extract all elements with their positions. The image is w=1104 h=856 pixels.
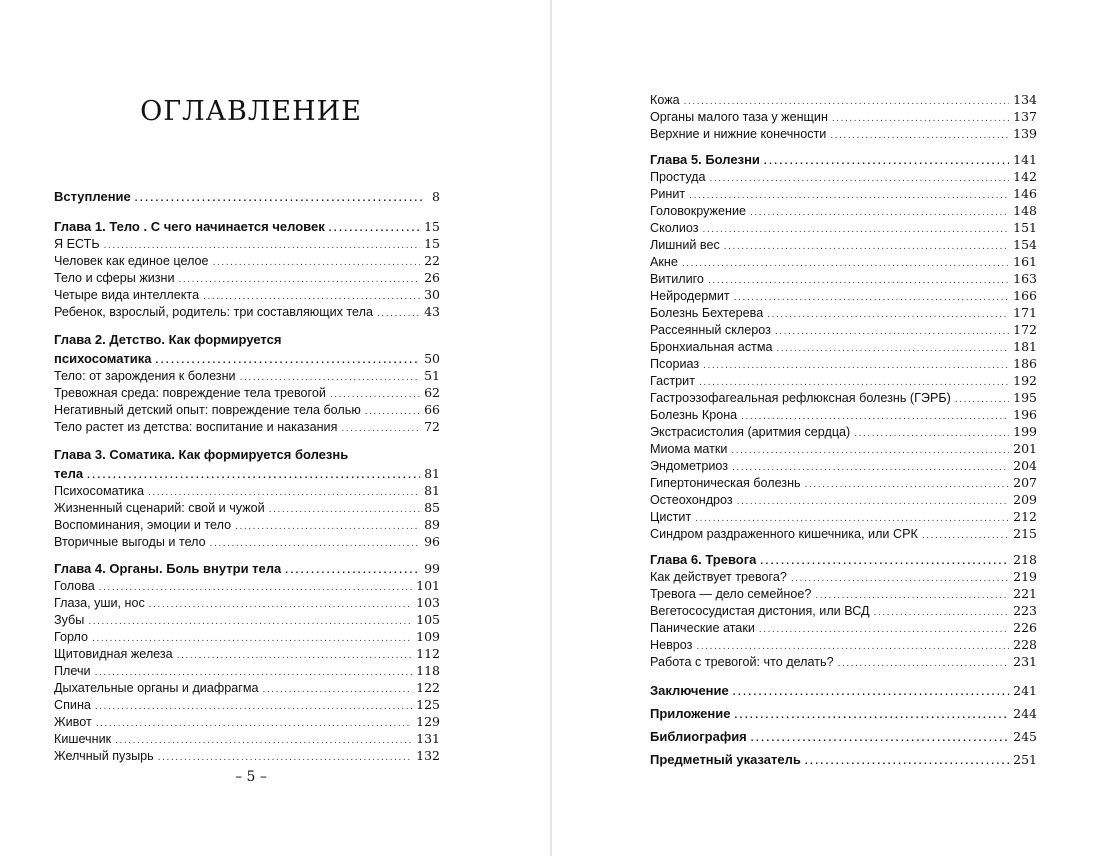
toc-entry: Психосоматика ..... 81 bbox=[54, 482, 440, 499]
toc-entry: Глаза, уши, нос ..... 103 bbox=[54, 594, 440, 611]
toc-chapter-2-title-line1: Глава 2. Детство. Как формируется bbox=[54, 332, 282, 347]
toc-entry: Голова ..... 101 bbox=[54, 577, 440, 594]
toc-entry: Тревожная среда: повреждение тела тревогой ..... 62 bbox=[54, 384, 440, 401]
toc-entry: Панические атаки ..... 226 bbox=[650, 619, 1037, 636]
toc-title: ОГЛАВЛЕНИЕ bbox=[140, 96, 362, 127]
toc-chapter-2: психосоматика ..... 50 bbox=[54, 350, 440, 367]
toc-entry: Человек как единое целое ..... 22 bbox=[54, 252, 440, 269]
left-page bbox=[0, 0, 551, 856]
toc-entry: Синдром раздраженного кишечника, или СРК ..... 215 bbox=[650, 525, 1037, 542]
toc-entry: Кишечник ..... 131 bbox=[54, 730, 440, 747]
toc-entry: Невроз ..... 228 bbox=[650, 636, 1037, 653]
toc-entry: Остеохондроз ..... 209 bbox=[650, 491, 1037, 508]
toc-entry: Нейродермит ..... 166 bbox=[650, 287, 1037, 304]
toc-entry: Акне ..... 161 bbox=[650, 253, 1037, 270]
toc-entry: Тело: от зарождения к болезни ..... 51 bbox=[54, 367, 440, 384]
toc-entry: Дыхательные органы и диафрагма ..... 122 bbox=[54, 679, 440, 696]
toc-entry: Работа с тревогой: что делать? ..... 231 bbox=[650, 653, 1037, 670]
toc-chapter-4: Глава 4. Органы. Боль внутри тела ..... 99 bbox=[54, 560, 440, 577]
toc-entry: Болезнь Крона ..... 196 bbox=[650, 406, 1037, 423]
toc-chapter-6: Глава 6. Тревога ..... 218 bbox=[650, 551, 1037, 568]
toc-appendix: Приложение ..... 244 bbox=[650, 702, 1037, 725]
toc-entry: Желчный пузырь ..... 132 bbox=[54, 747, 440, 764]
toc-entry: Органы малого таза у женщин ..... 137 bbox=[650, 108, 1037, 125]
toc-entry: Псориаз ..... 186 bbox=[650, 355, 1037, 372]
toc-bibliography: Библиография ..... 245 bbox=[650, 725, 1037, 748]
toc-entry: Воспоминания, эмоции и тело ..... 89 bbox=[54, 516, 440, 533]
toc-entry-intro: Вступление ..... 8 bbox=[54, 188, 440, 205]
toc-chapter-3: тела ..... 81 bbox=[54, 465, 440, 482]
right-page bbox=[552, 0, 1104, 856]
toc-entry: Эндометриоз ..... 204 bbox=[650, 457, 1037, 474]
toc-entry: Я ЕСТЬ ..... 15 bbox=[54, 235, 440, 252]
toc-entry: Рассеянный склероз ..... 172 bbox=[650, 321, 1037, 338]
toc-entry: Четыре вида интеллекта ..... 30 bbox=[54, 286, 440, 303]
toc-entry: Болезнь Бехтерева ..... 171 bbox=[650, 304, 1037, 321]
toc-entry: Горло ..... 109 bbox=[54, 628, 440, 645]
toc-chapter-3-title-line1: Глава 3. Соматика. Как формируется болезнь bbox=[54, 447, 349, 462]
toc-entry: Гастроэзофагеальная рефлюксная болезнь (ГЭРБ) ..... 195 bbox=[650, 389, 1037, 406]
toc-left-column bbox=[54, 188, 440, 764]
toc-entry: Бронхиальная астма ..... 181 bbox=[650, 338, 1037, 355]
toc-chapter-1: Глава 1. Тело . С чего начинается человек ..... 15 bbox=[54, 218, 440, 235]
toc-entry: Вегетососудистая дистония, или ВСД ..... 223 bbox=[650, 602, 1037, 619]
toc-entry: Ринит ..... 146 bbox=[650, 185, 1037, 202]
toc-entry: Тело и сферы жизни ..... 26 bbox=[54, 269, 440, 286]
toc-entry: Зубы ..... 105 bbox=[54, 611, 440, 628]
toc-entry: Сколиоз ..... 151 bbox=[650, 219, 1037, 236]
toc-entry: Цистит ..... 212 bbox=[650, 508, 1037, 525]
toc-entry: Головокружение ..... 148 bbox=[650, 202, 1037, 219]
toc-subject-index: Предметный указатель ..... 251 bbox=[650, 748, 1037, 771]
toc-entry: Вторичные выгоды и тело ..... 96 bbox=[54, 533, 440, 550]
toc-entry: Кожа ..... 134 bbox=[650, 91, 1037, 108]
toc-conclusion: Заключение ..... 241 bbox=[650, 679, 1037, 702]
toc-entry: Жизненный сценарий: свой и чужой ..... 85 bbox=[54, 499, 440, 516]
toc-entry: Плечи ..... 118 bbox=[54, 662, 440, 679]
toc-entry: Витилиго ..... 163 bbox=[650, 270, 1037, 287]
toc-chapter-5: Глава 5. Болезни ..... 141 bbox=[650, 151, 1037, 168]
toc-entry: Лишний вес ..... 154 bbox=[650, 236, 1037, 253]
toc-entry: Гастрит ..... 192 bbox=[650, 372, 1037, 389]
toc-entry: Гипертоническая болезнь ..... 207 bbox=[650, 474, 1037, 491]
toc-entry: Тело растет из детства: воспитание и наказания ..... 72 bbox=[54, 418, 440, 435]
toc-entry: Ребенок, взрослый, родитель: три составляющих тела ..... 43 bbox=[54, 303, 440, 320]
toc-entry: Тревога — дело семейное? ..... 221 bbox=[650, 585, 1037, 602]
toc-entry: Негативный детский опыт: повреждение тела болью ..... 66 bbox=[54, 401, 440, 418]
toc-entry: Щитовидная железа ..... 112 bbox=[54, 645, 440, 662]
toc-entry: Верхние и нижние конечности ..... 139 bbox=[650, 125, 1037, 142]
toc-entry: Спина ..... 125 bbox=[54, 696, 440, 713]
toc-entry: Миома матки ..... 201 bbox=[650, 440, 1037, 457]
toc-entry: Живот ..... 129 bbox=[54, 713, 440, 730]
page-number: – 5 – bbox=[235, 769, 267, 785]
toc-entry: Простуда ..... 142 bbox=[650, 168, 1037, 185]
toc-right-column bbox=[650, 91, 1037, 771]
toc-entry: Экстрасистолия (аритмия сердца) ..... 199 bbox=[650, 423, 1037, 440]
toc-entry: Как действует тревога? ..... 219 bbox=[650, 568, 1037, 585]
